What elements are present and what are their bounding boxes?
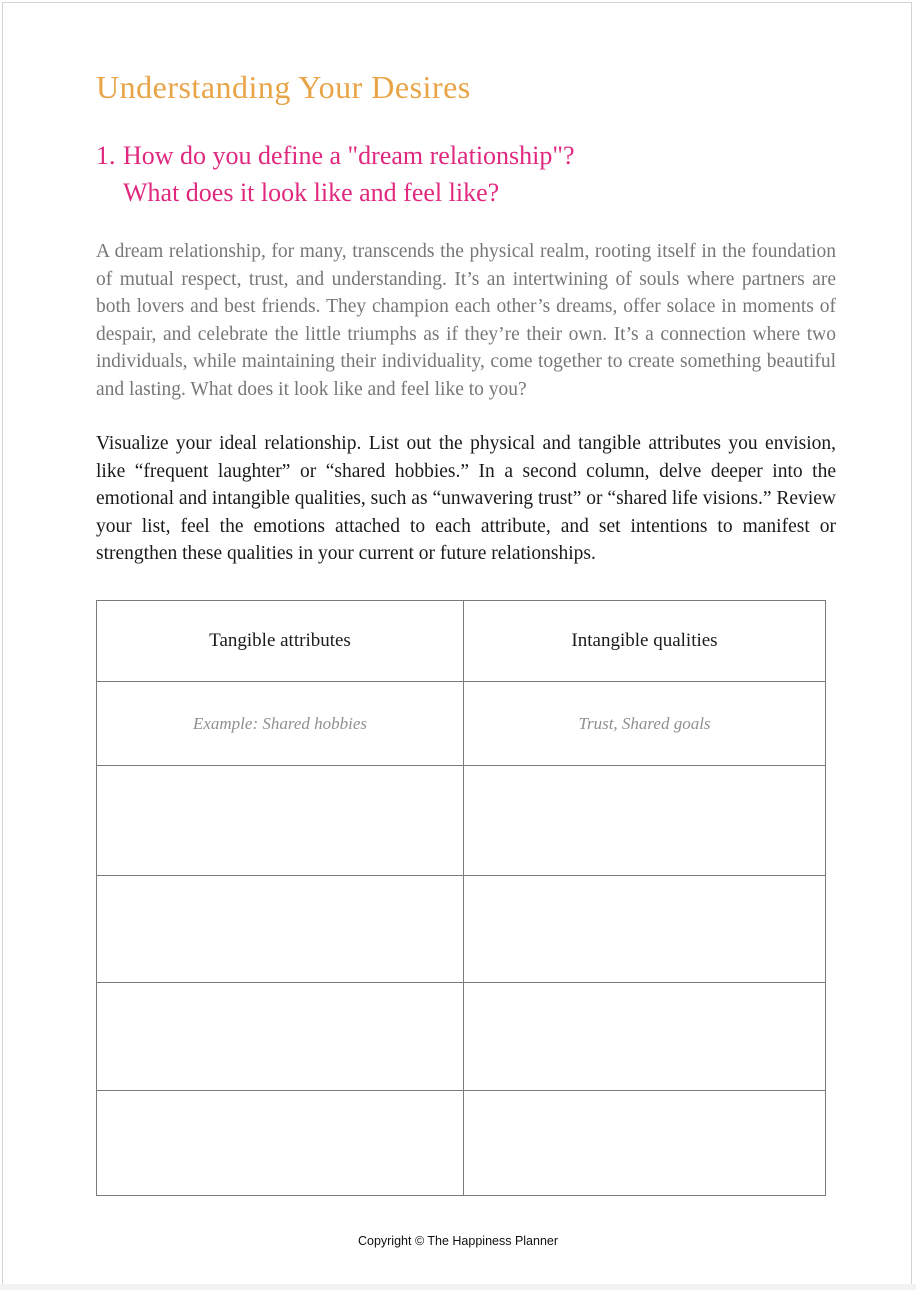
header-intangible-qualities: Intangible qualities	[464, 601, 826, 682]
table-row	[97, 876, 826, 983]
example-intangible-cell: Trust, Shared goals	[464, 682, 826, 766]
header-tangible-attributes: Tangible attributes	[97, 601, 464, 682]
instructions-paragraph: Visualize your ideal relationship. List out the physical and tangible attributes you envision, like “frequent laughter” or “shared hobbies.” In a second column, delve deeper into the emotional and intangible qualities, such as “unwavering trust” or “shared life visions.” Review your list, feel the emotions attached to each attribute, and set intentions to manifest or strengthen these qualities in your current or future relationships.	[96, 433, 836, 565]
table-header-row	[97, 601, 826, 682]
tangible-entry-cell[interactable]	[97, 1091, 464, 1196]
table-row	[97, 983, 826, 1091]
attributes-table	[96, 600, 826, 1196]
question-line-2: What does it look like and feel like?	[123, 178, 500, 207]
tangible-entry-cell[interactable]	[97, 766, 464, 876]
copyright-footer: Copyright © The Happiness Planner	[357, 1234, 559, 1248]
intangible-entry-cell[interactable]	[464, 766, 826, 876]
tangible-entry-cell[interactable]	[97, 983, 464, 1091]
table-row	[97, 766, 826, 876]
page-bottom-edge	[0, 1284, 916, 1290]
tangible-entry-cell[interactable]	[97, 876, 464, 983]
section-title: Understanding Your Desires	[96, 69, 471, 105]
question-heading	[96, 137, 575, 211]
question-line-1: How do you define a "dream relationship"?	[123, 141, 575, 170]
intangible-entry-cell[interactable]	[464, 983, 826, 1091]
table-row	[97, 1091, 826, 1196]
example-tangible-cell: Example: Shared hobbies	[97, 682, 464, 766]
worksheet-page	[2, 2, 912, 1286]
question-number: 1.	[96, 141, 116, 170]
intangible-entry-cell[interactable]	[464, 876, 826, 983]
intangible-entry-cell[interactable]	[464, 1091, 826, 1196]
example-row	[97, 682, 826, 766]
intro-paragraph: A dream relationship, for many, transcends the physical realm, rooting itself in the foundation of mutual respect, trust, and understanding. It’s an intertwining of souls where partners are both lovers and best friends. They champion each other’s dreams, offer solace in moments of despair, and celebrate the little triumphs as if they’re their own. It’s a connection where two individuals, while maintaining their individuality, come together to create something beautiful and lasting. What does it look like and feel like to you?	[96, 241, 836, 400]
